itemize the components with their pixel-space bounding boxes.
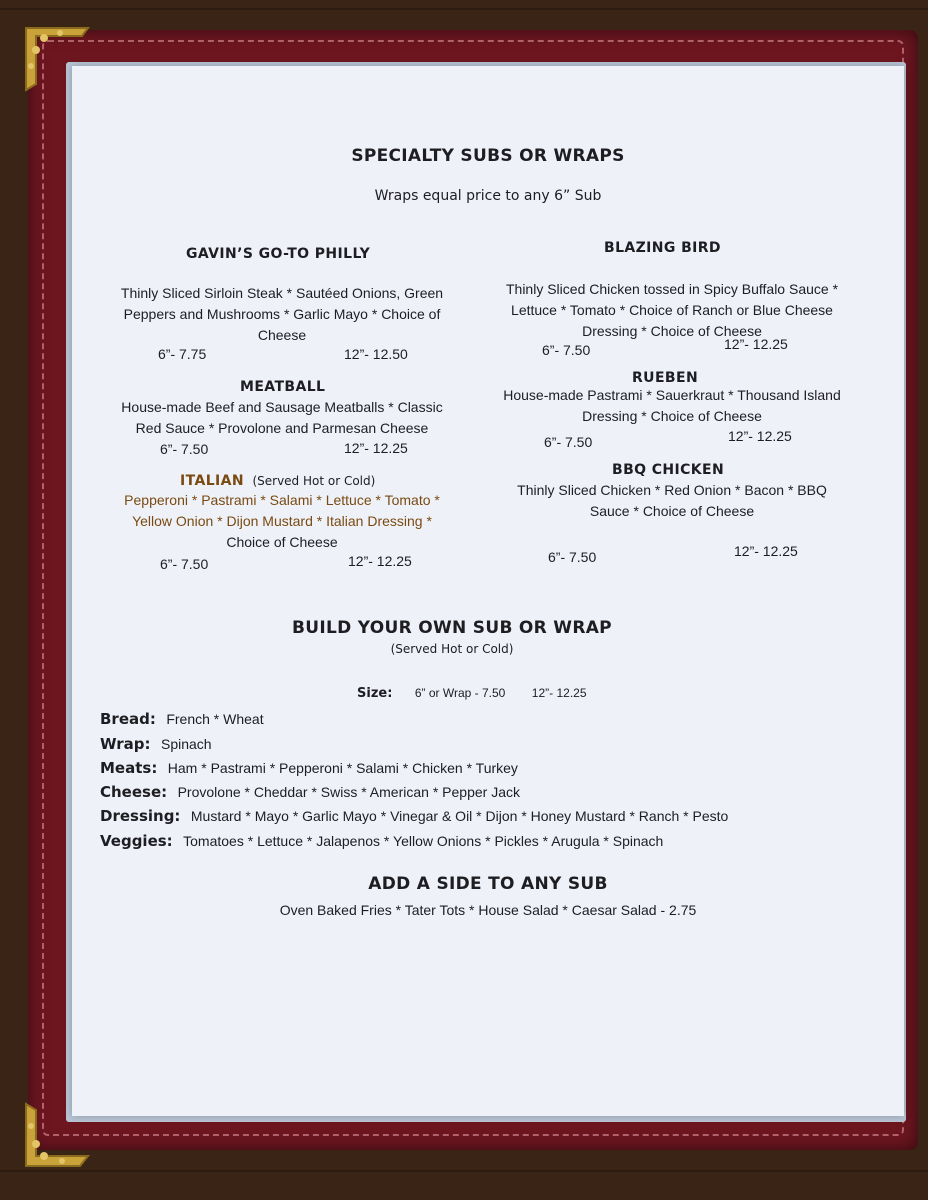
desc-line: Thinly Sliced Sirloin Steak * Sautéed Onions, Green	[120, 285, 444, 301]
item-note-italian: (Served Hot or Cold)	[252, 474, 376, 488]
item-name-rueben: RUEBEN	[632, 370, 699, 386]
build-row-veggies	[100, 831, 663, 852]
item-desc-blazing-bird	[482, 279, 862, 342]
item-name-italian-row	[180, 472, 375, 490]
desc-line: Thinly Sliced Chicken * Red Onion * Bacon * BBQ	[517, 482, 827, 498]
build-row-dressing	[100, 806, 728, 827]
build-title: BUILD YOUR OWN SUB OR WRAP	[292, 618, 612, 638]
desc-line: Lettuce * Tomato * Choice of Ranch or Blue Cheese	[511, 302, 833, 318]
item-desc-philly	[82, 283, 482, 346]
row-value: Mustard * Mayo * Garlic Mayo * Vinegar & Oil * Dijon * Honey Mustard * Ranch * Pesto	[190, 808, 729, 824]
item-name-blazing-bird: BLAZING BIRD	[604, 240, 721, 256]
item-name-bbq-chicken: BBQ CHICKEN	[612, 462, 725, 478]
desc-line: Choice of Cheese	[226, 534, 338, 550]
size-label: Size:	[357, 686, 393, 701]
price-12-bbq-chicken: 12”- 12.25	[734, 543, 798, 559]
row-value: Spinach	[161, 736, 212, 752]
row-value: French * Wheat	[166, 711, 264, 727]
desc-line: Dressing * Choice of Cheese	[582, 408, 762, 424]
table-grain	[0, 8, 928, 10]
row-value: Provolone * Cheddar * Swiss * American * Pepper Jack	[177, 784, 520, 800]
row-label: Meats:	[100, 759, 158, 777]
price-6-meatball: 6”- 7.50	[160, 441, 209, 457]
item-desc-bbq-chicken	[482, 480, 862, 522]
price-6-philly: 6”- 7.75	[158, 346, 207, 362]
item-name-philly: GAVIN’S GO-TO PHILLY	[186, 246, 371, 262]
desc-line: House-made Beef and Sausage Meatballs * Classic	[121, 399, 443, 415]
build-row-wrap	[100, 734, 212, 755]
size-12: 12”- 12.25	[531, 686, 587, 700]
menu-page	[72, 66, 904, 1116]
desc-line: Cheese	[257, 327, 307, 343]
price-12-meatball: 12”- 12.25	[344, 440, 408, 456]
row-label: Cheese:	[100, 783, 168, 801]
price-6-blazing-bird: 6”- 7.50	[542, 342, 591, 358]
menu-subtitle: Wraps equal price to any 6” Sub	[374, 188, 602, 204]
desc-line: Red Sauce * Provolone and Parmesan Cheese	[135, 420, 429, 436]
price-12-italian: 12”- 12.25	[348, 553, 412, 569]
build-note: (Served Hot or Cold)	[390, 642, 514, 656]
desc-line: Sauce * Choice of Cheese	[589, 503, 755, 519]
brass-corner-bottom-left	[22, 1100, 92, 1170]
row-value: Ham * Pastrami * Pepperoni * Salami * Chicken * Turkey	[167, 760, 518, 776]
table-grain	[0, 1170, 928, 1172]
price-6-rueben: 6”- 7.50	[544, 434, 593, 450]
item-name-meatball: MEATBALL	[240, 379, 326, 395]
desc-line: Pepperoni * Pastrami * Salami * Lettuce * Tomato *	[124, 492, 440, 508]
size-6: 6” or Wrap - 7.50	[414, 686, 506, 700]
price-12-philly: 12”- 12.50	[344, 346, 408, 362]
desc-line: Thinly Sliced Chicken tossed in Spicy Buffalo Sauce *	[505, 281, 839, 297]
row-label: Veggies:	[100, 832, 173, 850]
menu-title: SPECIALTY SUBS OR WRAPS	[351, 146, 625, 166]
build-row-bread	[100, 709, 264, 730]
item-name-italian: ITALIAN	[180, 473, 244, 489]
desc-line: Yellow Onion * Dijon Mustard * Italian Dressing *	[132, 513, 432, 529]
row-label: Bread:	[100, 710, 156, 728]
price-6-italian: 6”- 7.50	[160, 556, 209, 572]
item-desc-italian	[82, 490, 482, 553]
item-desc-meatball	[82, 397, 482, 439]
build-row-meats	[100, 758, 518, 779]
item-desc-rueben	[482, 385, 862, 427]
side-title: ADD A SIDE TO ANY SUB	[368, 874, 608, 894]
price-12-blazing-bird: 12”- 12.25	[724, 336, 788, 352]
build-row-cheese	[100, 782, 520, 803]
side-text: Oven Baked Fries * Tater Tots * House Salad * Caesar Salad - 2.75	[279, 902, 697, 918]
brass-corner-top-left	[22, 24, 92, 94]
desc-line: Peppers and Mushrooms * Garlic Mayo * Choice of	[123, 306, 441, 322]
price-6-bbq-chicken: 6”- 7.50	[548, 549, 597, 565]
size-row	[357, 684, 587, 702]
desc-line: House-made Pastrami * Sauerkraut * Thousand Island	[503, 387, 841, 403]
desc-line: Dressing * Choice of Cheese	[582, 323, 762, 339]
row-value: Tomatoes * Lettuce * Jalapenos * Yellow Onions * Pickles * Arugula * Spinach	[183, 833, 664, 849]
row-label: Wrap:	[100, 735, 151, 753]
row-label: Dressing:	[100, 807, 181, 825]
price-12-rueben: 12”- 12.25	[728, 428, 792, 444]
